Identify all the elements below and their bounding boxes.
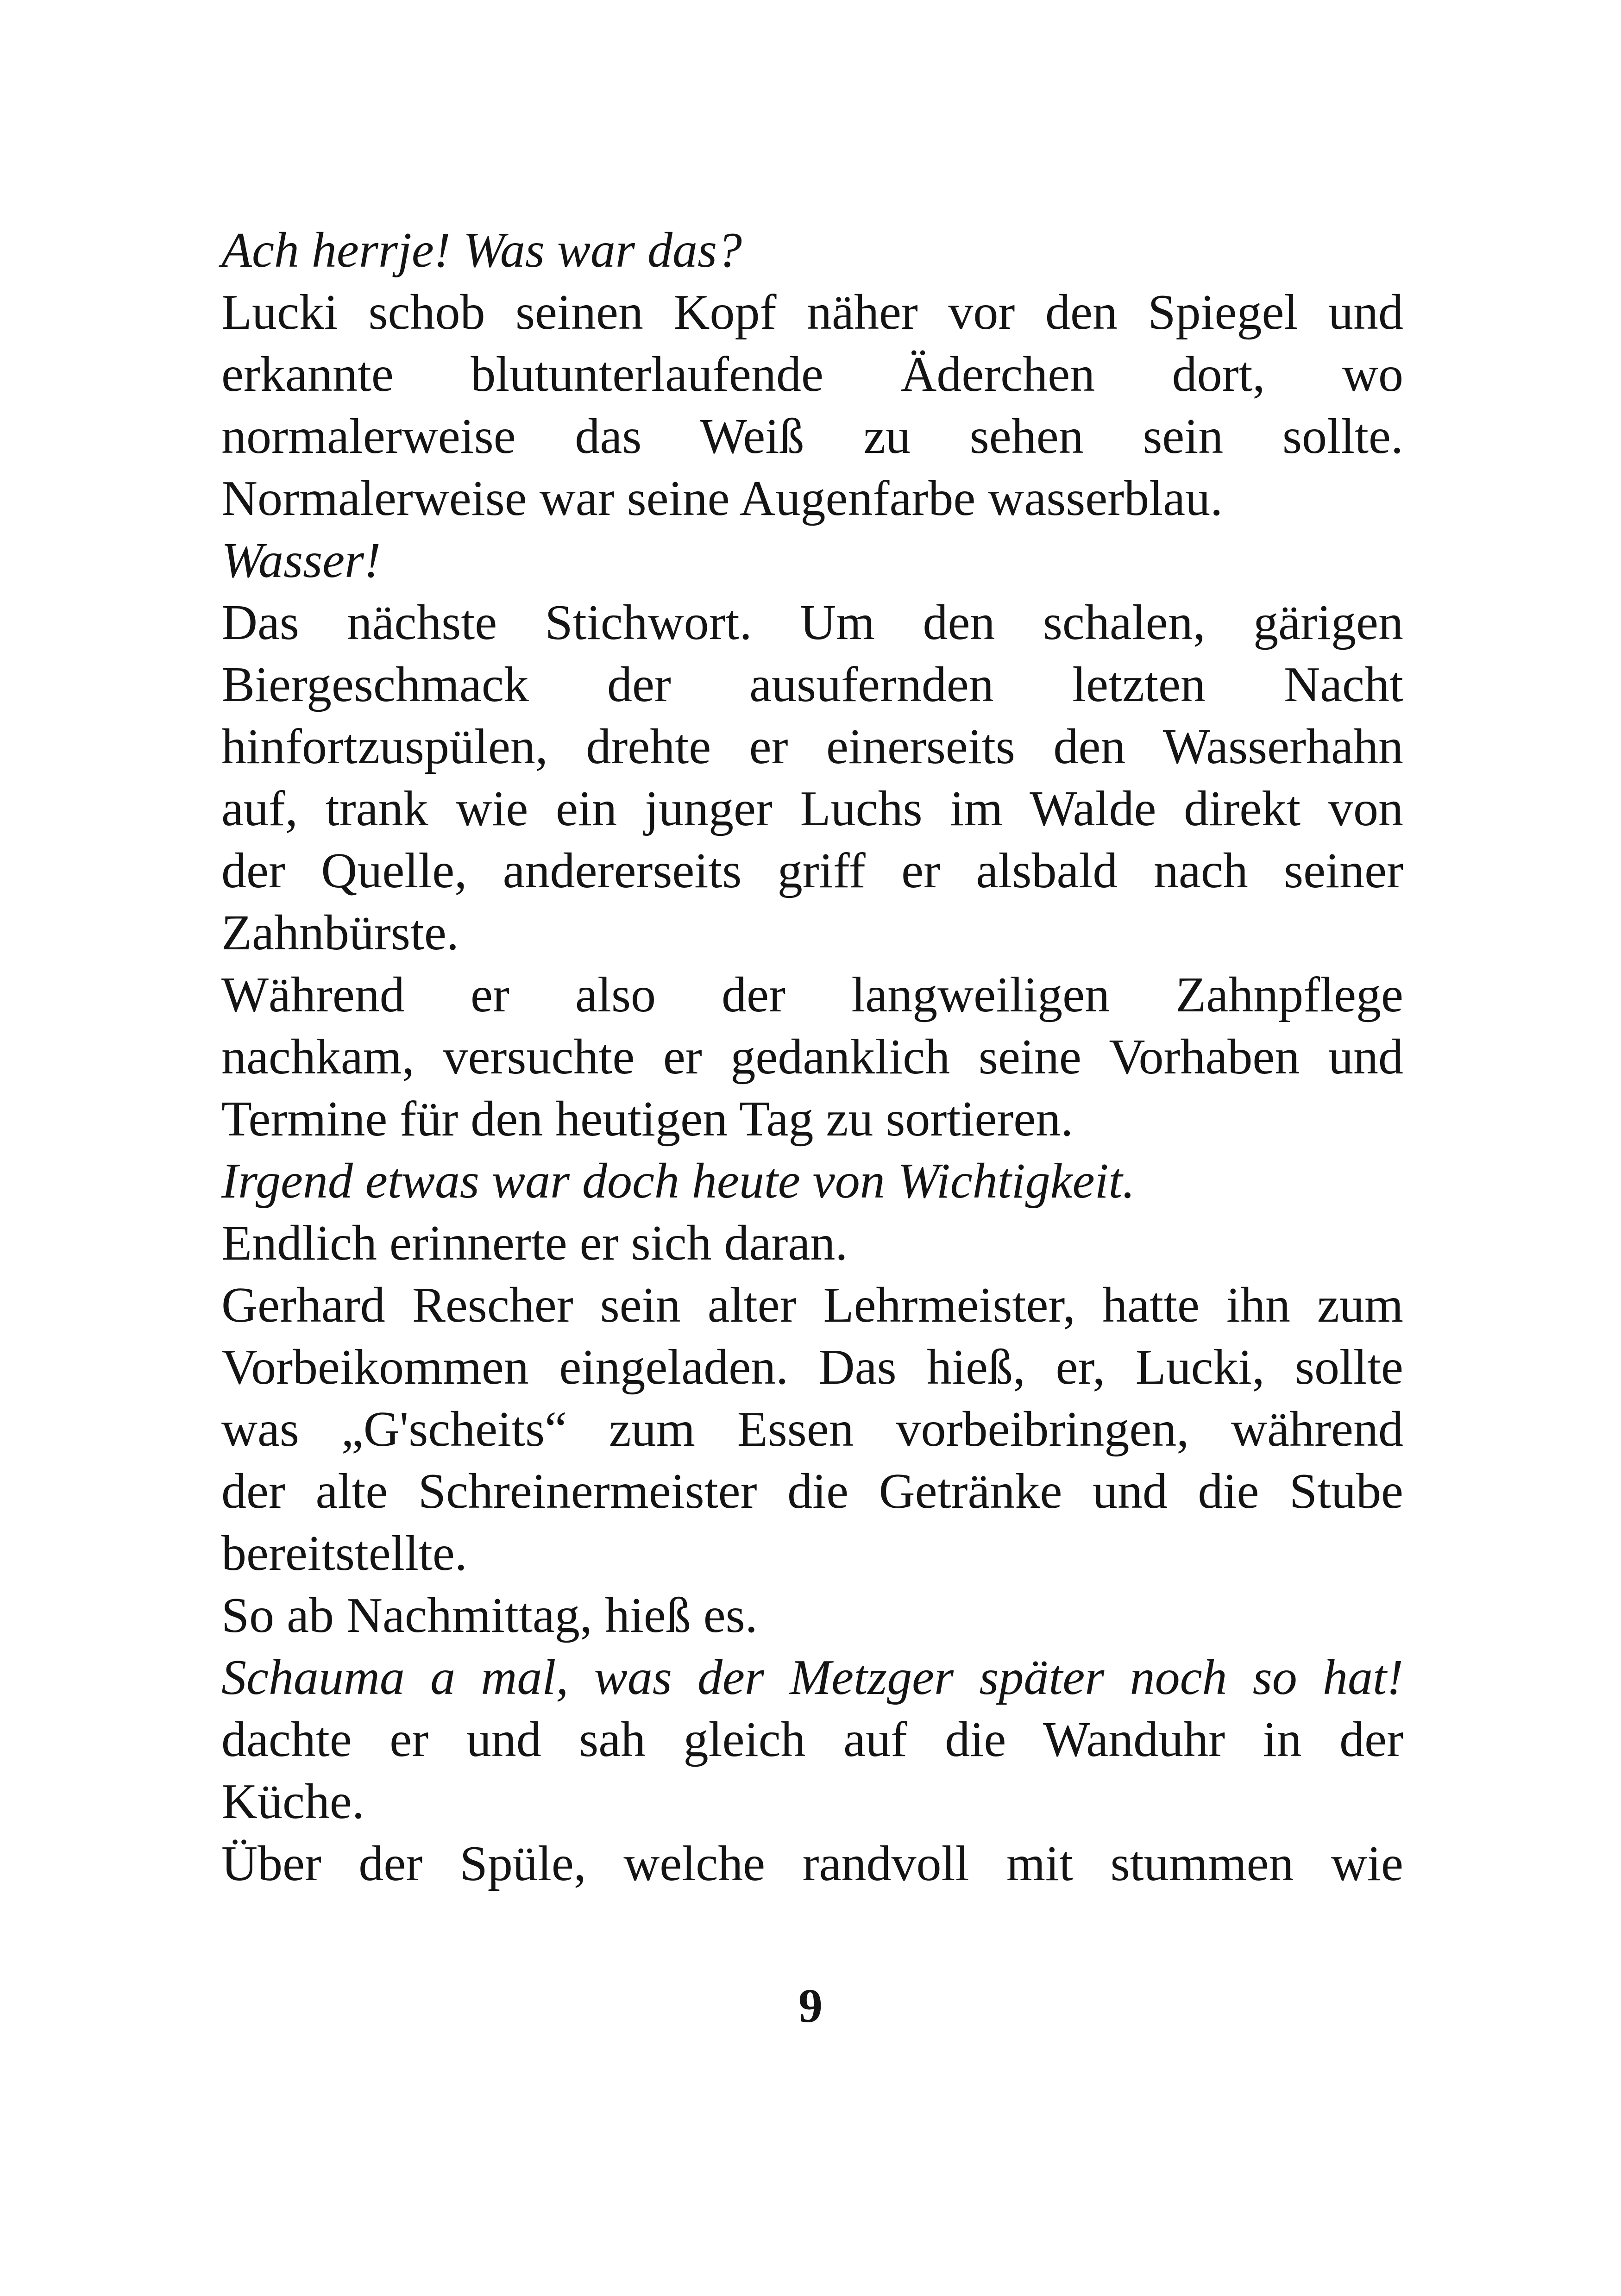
text-line: Ach herrje! Was war das? [221,223,742,278]
text-line: Küche. [221,1774,364,1829]
text-line: Irgend etwas war doch heute von Wichtigkeit. [221,1154,1135,1209]
text-line: hinfortzuspülen, drehte er einerseits den Wasserhahn [221,719,1403,774]
text-line: Schauma a mal, was der Metzger später noch so hat! [221,1650,1403,1705]
text-line: Über der Spüle, welche randvoll mit stummen wie [221,1836,1403,1891]
page-number: 9 [798,1979,823,2033]
text-line: nachkam, versuchte er gedanklich seine Vorhaben und [221,1029,1403,1085]
text-line: Endlich erinnerte er sich daran. [221,1216,848,1271]
text-line: der alte Schreinermeister die Getränke und die Stube [221,1464,1403,1519]
text-line: auf, trank wie ein junger Luchs im Walde direkt von [221,781,1403,836]
text-line: Vorbeikommen eingeladen. Das hieß, er, Lucki, sollte [221,1340,1403,1395]
text-line: Normalerweise war seine Augenfarbe wasserblau. [221,471,1223,526]
text-line: der Quelle, andererseits griff er alsbald nach seiner [221,843,1403,898]
text-line: Zahnbürste. [221,905,459,960]
text-line: normalerweise das Weiß zu sehen sein sollte. [221,409,1403,464]
text-line: Gerhard Rescher sein alter Lehrmeister, hatte ihn zum [221,1278,1403,1333]
text-line: So ab Nachmittag, hieß es. [221,1588,758,1643]
text-line: Wasser! [221,533,381,588]
page-body [221,220,1403,1895]
text-line: Das nächste Stichwort. Um den schalen, gärigen [221,595,1403,650]
text-line: Termine für den heutigen Tag zu sortieren. [221,1092,1074,1147]
text-line: erkannte blutunterlaufende Äderchen dort, wo [221,347,1403,402]
text-line: Biergeschmack der ausufernden letzten Nacht [221,657,1403,712]
text-line: bereitstellte. [221,1526,467,1581]
text-line: was „G'scheits“ zum Essen vorbeibringen, während [221,1402,1403,1457]
text-line: Während er also der langweiligen Zahnpflege [221,967,1403,1023]
text-line: dachte er und sah gleich auf die Wanduhr in der [221,1712,1403,1767]
text-line: Lucki schob seinen Kopf näher vor den Spiegel und [221,285,1403,340]
